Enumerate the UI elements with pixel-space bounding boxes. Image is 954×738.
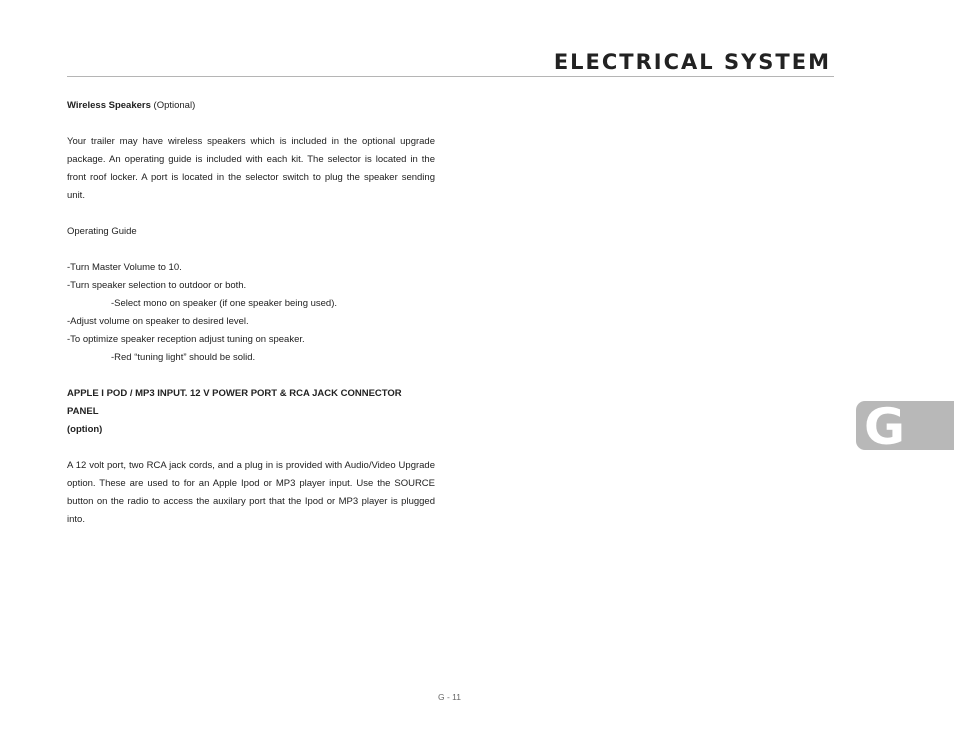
page-number: G - 11 — [438, 692, 461, 702]
guide-step: -Turn Master Volume to 10. — [67, 262, 182, 273]
guide-step: -Adjust volume on speaker to desired level. — [67, 316, 249, 327]
page-title: ELECTRICAL SYSTEM — [553, 50, 831, 74]
section-tab-letter: G — [864, 401, 906, 450]
page-content — [67, 97, 435, 529]
section-tab — [856, 401, 954, 450]
apple-heading: APPLE I POD / MP3 INPUT. 12 V POWER PORT & RCA JACK CONNECTOR PANEL — [67, 388, 402, 417]
wireless-intro-paragraph: Your trailer may have wireless speakers which is included in the optional upgrade package. An operating guide is included with each kit. The selector is located in the front roof locker. A port is located in the selector switch to plug the speaker sending unit. — [67, 136, 435, 201]
guide-substep: -Select mono on speaker (if one speaker being used). — [111, 298, 338, 309]
apple-heading-option: (option) — [67, 424, 103, 435]
wireless-heading — [67, 97, 435, 115]
apple-body-paragraph: A 12 volt port, two RCA jack cords, and a plug in is provided with Audio/Video Upgrade option. These are used to for an Apple Ipod or MP3 player input. Use the SOURCE button on the radio to access the auxilary port that the Ipod or MP3 player is plugged into. — [67, 460, 435, 525]
guide-substep: -Red “tuning light” should be solid. — [111, 352, 256, 363]
operating-guide-label: Operating Guide — [67, 226, 137, 237]
wireless-heading-optional: (Optional) — [153, 100, 196, 111]
guide-step: -To optimize speaker reception adjust tuning on speaker. — [67, 334, 305, 345]
header-divider — [67, 76, 834, 77]
wireless-heading-bold: Wireless Speakers — [67, 100, 151, 111]
guide-step: -Turn speaker selection to outdoor or both. — [67, 280, 247, 291]
